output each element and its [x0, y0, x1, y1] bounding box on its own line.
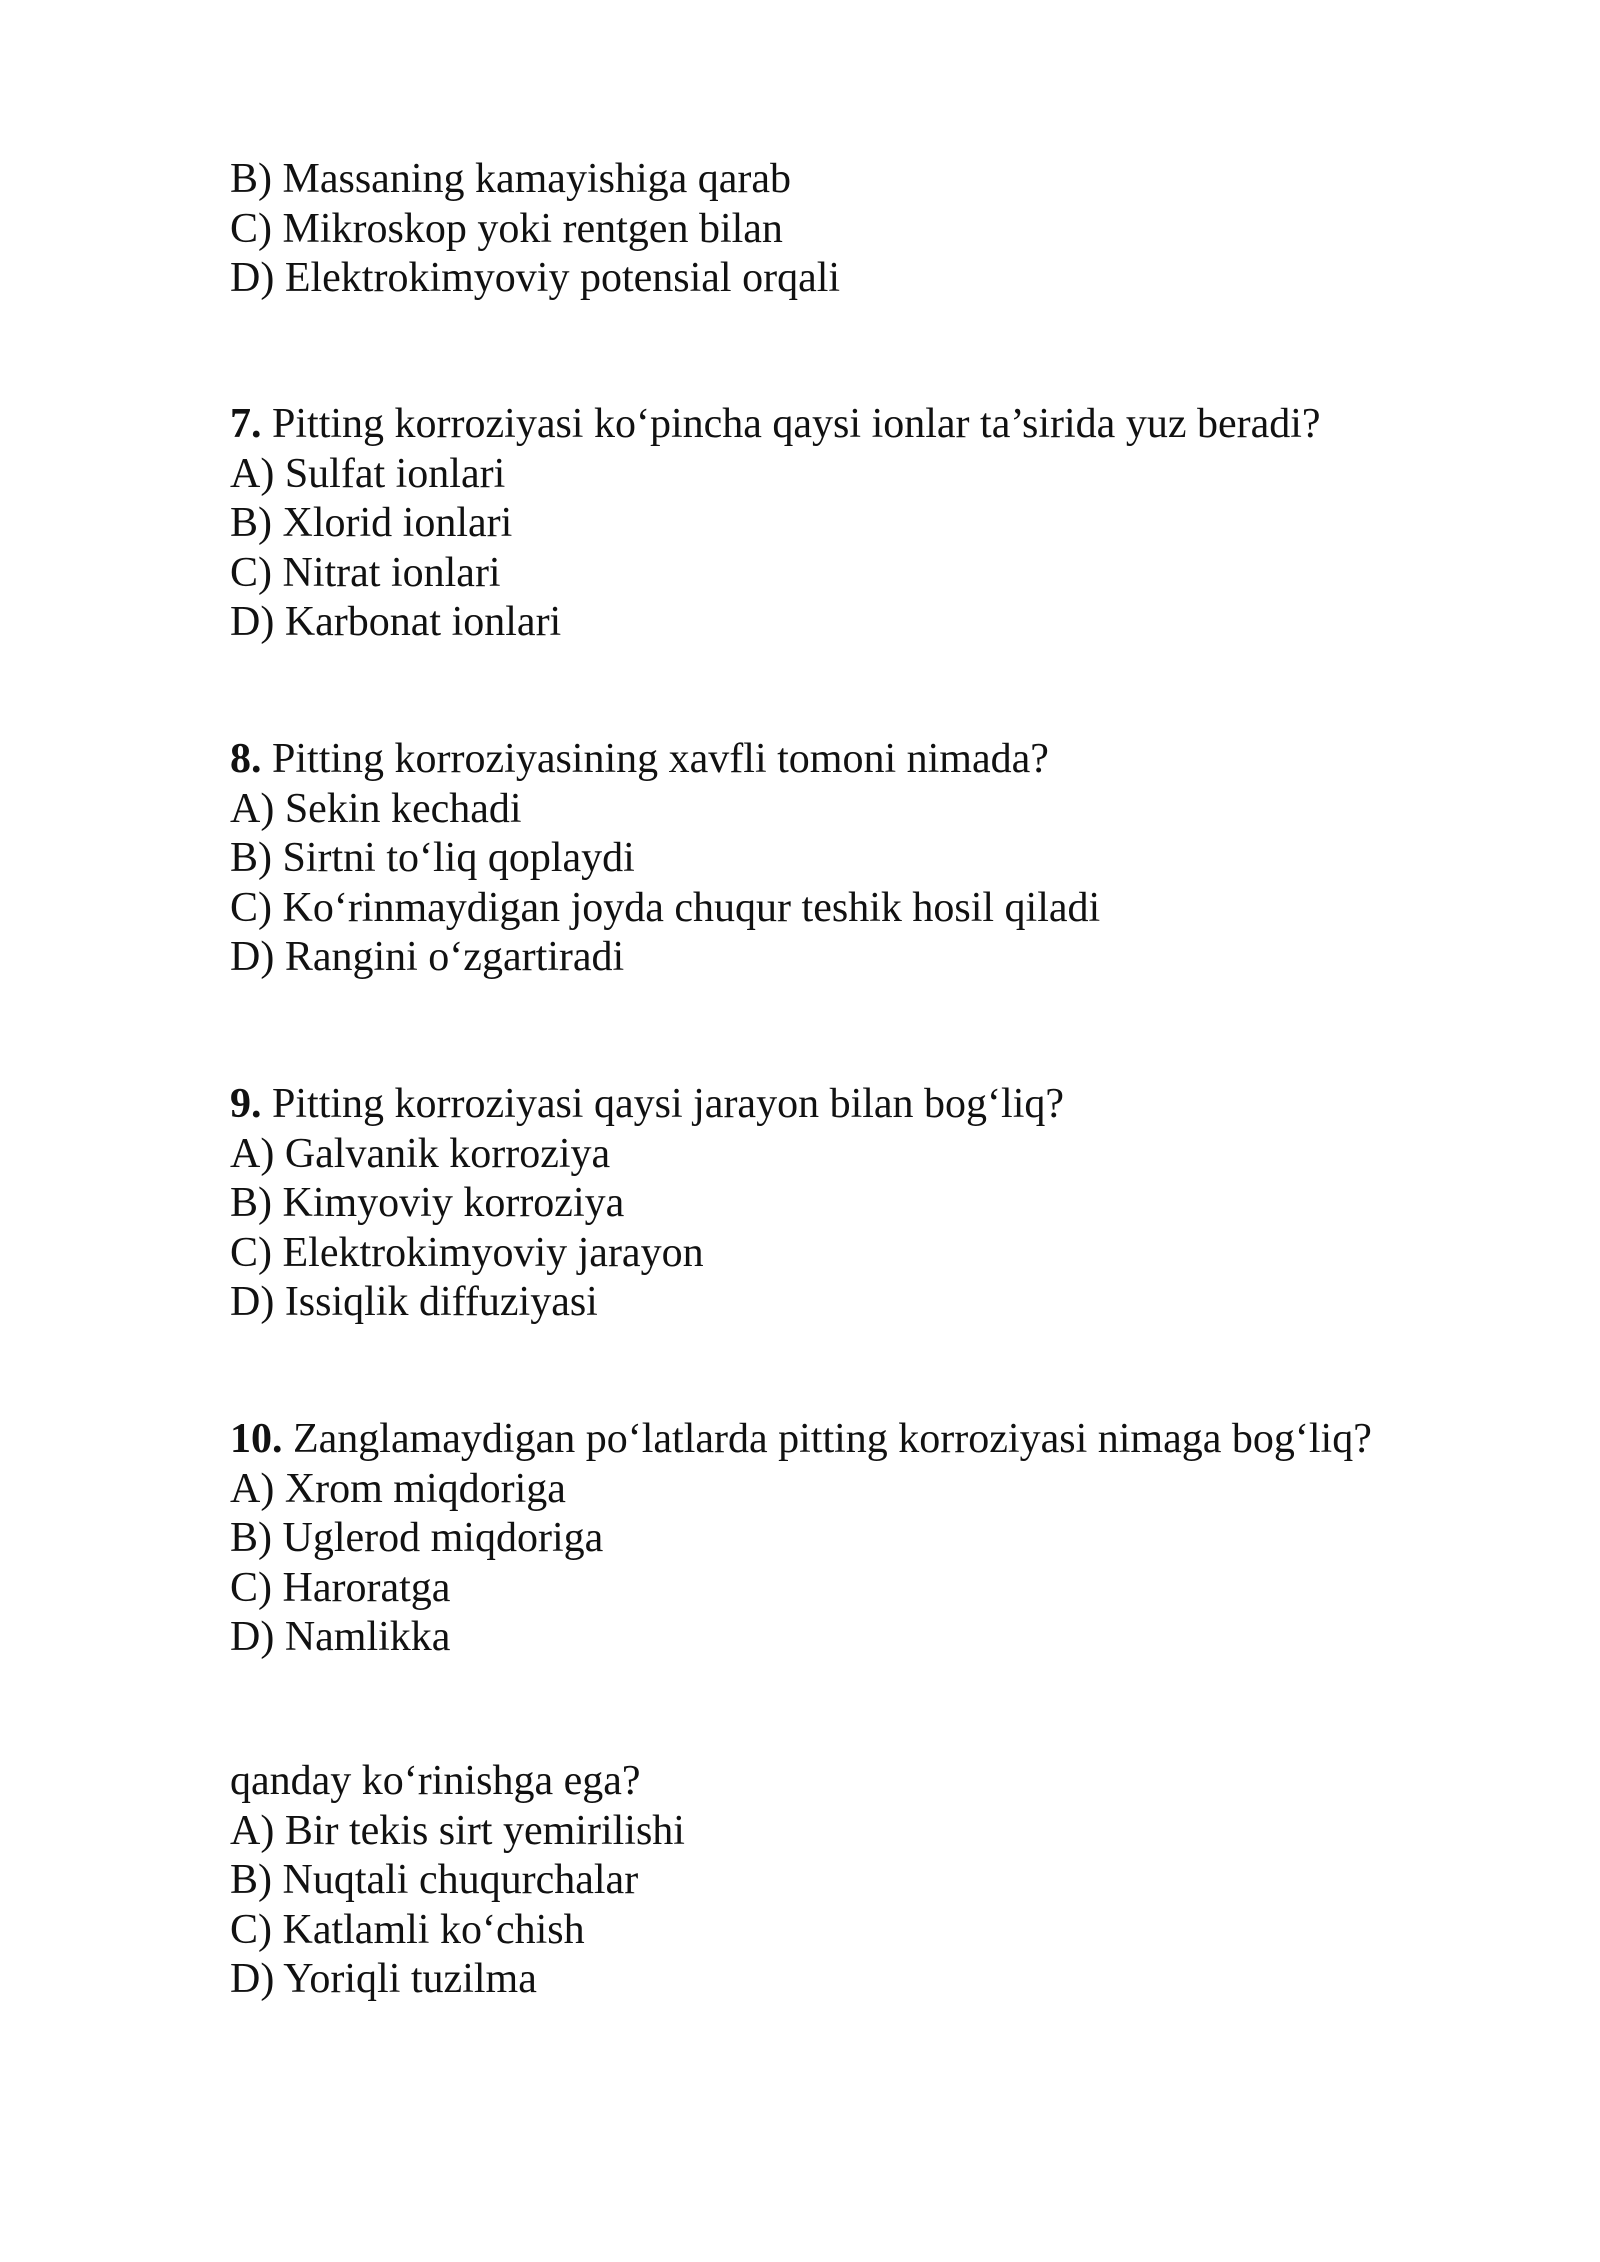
option-d: D) Issiqlik diffuziyasi	[230, 1279, 598, 1325]
option-c: C) Ko‘rinmaydigan joyda chuqur teshik hosil qiladi	[230, 884, 1101, 931]
option-d: D) Elektrokimyoviy potensial orqali	[230, 255, 841, 301]
question-10	[230, 1415, 1490, 1663]
option-a: A) Sekin kechadi	[230, 785, 522, 832]
question-8	[230, 735, 1490, 983]
question-6-continuation	[230, 155, 1490, 304]
question-text	[230, 1415, 1490, 1465]
question-text	[230, 735, 1490, 785]
question-stem: Pitting korroziyasi ko‘pincha qaysi ionlar ta’sirida yuz beradi?	[261, 401, 1321, 447]
option-a: A) Xrom miqdoriga	[230, 1465, 566, 1512]
option-a: A) Bir tekis sirt yemirilishi	[230, 1807, 685, 1854]
question-9	[230, 1080, 1490, 1328]
question-text: qanday ko‘rinishga ega?	[230, 1758, 641, 1804]
question-stem: Zanglamaydigan po‘latlarda pitting korroziyasi nimaga bog‘liq?	[282, 1416, 1372, 1462]
option-b: B) Sirtni to‘liq qoplaydi	[230, 835, 635, 881]
option-c: C) Nitrat ionlari	[230, 549, 501, 596]
question-number: 10.	[230, 1416, 283, 1462]
option-a: A) Sulfat ionlari	[230, 450, 506, 497]
option-c: C) Mikroskop yoki rentgen bilan	[230, 205, 783, 252]
question-stem: Pitting korroziyasining xavfli tomoni nimada?	[261, 736, 1049, 782]
option-c: C) Haroratga	[230, 1564, 451, 1611]
option-b: B) Nuqtali chuqurchalar	[230, 1857, 639, 1903]
question-stem: Pitting korroziyasi qaysi jarayon bilan bog‘liq?	[261, 1081, 1065, 1127]
option-c: C) Katlamli ko‘chish	[230, 1906, 585, 1953]
question-number: 8.	[230, 736, 262, 782]
option-b: B) Massaning kamayishiga qarab	[230, 156, 792, 202]
question-7	[230, 400, 1490, 648]
question-text	[230, 400, 1490, 450]
question-number: 7.	[230, 401, 262, 447]
question-text	[230, 1080, 1490, 1130]
option-d: D) Rangini o‘zgartiradi	[230, 934, 625, 980]
option-d: D) Karbonat ionlari	[230, 599, 562, 645]
option-a: A) Galvanik korroziya	[230, 1130, 611, 1177]
question-number: 9.	[230, 1081, 262, 1127]
option-b: B) Xlorid ionlari	[230, 500, 513, 546]
option-c: C) Elektrokimyoviy jarayon	[230, 1229, 704, 1276]
option-b: B) Uglerod miqdoriga	[230, 1515, 604, 1561]
option-b: B) Kimyoviy korroziya	[230, 1180, 625, 1226]
question-fragment	[230, 1757, 1490, 2005]
option-d: D) Namlikka	[230, 1614, 451, 1660]
option-d: D) Yoriqli tuzilma	[230, 1956, 537, 2002]
